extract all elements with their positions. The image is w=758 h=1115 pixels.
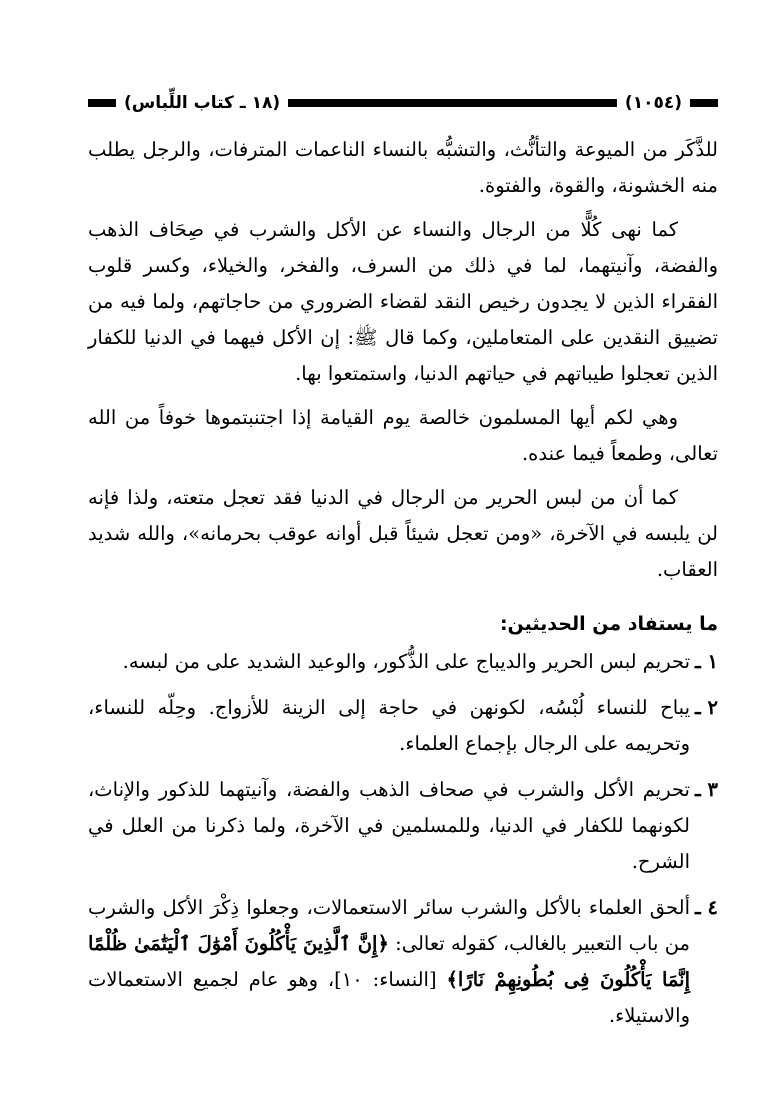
benefit-text: تحريم الأكل والشرب في صحاف الذهب والفضة، وآنيتهما للذكور والإناث، لكونهما للكفار في الدنيا، وللمسلمين في الآخرة، ولما ذكرنا من العلل في الشرح.: [88, 778, 690, 873]
benefit-item: [88, 690, 718, 762]
benefit-text: تحريم لبس الحرير والديباج على الذُّكور، والوعيد الشديد على من لبسه.: [122, 650, 690, 673]
header-rule-right: [690, 99, 718, 107]
benefit-item: [88, 644, 718, 680]
paragraph: وهي لكم أيها المسلمون خالصة يوم القيامة إذا اجتنبتموها خوفاً من الله تعالى، وطمعاً فيما عنده.: [88, 406, 718, 465]
benefit-text: [88, 890, 690, 1034]
book-page: [88, 86, 718, 1044]
benefit-item: [88, 772, 718, 880]
benefit-item: [88, 890, 718, 1034]
benefit-number: ٣ ـ: [695, 778, 718, 801]
page-header: [88, 86, 718, 120]
header-rule-left: [88, 99, 116, 107]
benefit-number: ٤ ـ: [695, 896, 718, 919]
benefits-heading: ما يستفاد من الحديثين:: [499, 613, 718, 635]
benefit-text-after: [النساء: ١٠]، وهو عام لجميع الاستعمالات والاستيلاء.: [88, 968, 690, 1027]
paragraph: كما نهى كُلًّا من الرجال والنساء عن الأكل والشرب في صِحَاف الذهب والفضة، وآنيتهما، لما في ذلك من السرف، والفخر، والخيلاء، وكسر قلوب الفقراء الذين لا يجدون رخيص النقد لقضاء الضروري من حاجاتهم، ولما فيه من تضييق النقدين على المتعاملين، وكما قال ﷺ: إن الأكل فيهما في الدنيا للكفار الذين تعجلوا طيباتهم في حياتهم الدنيا، واستمتعوا بها.: [88, 218, 718, 385]
chapter-title: (١٨ ـ كتاب اللِّباس): [124, 93, 281, 113]
benefit-number: ٢ ـ: [695, 696, 718, 719]
quran-verse: ﴿إِنَّ ٱلَّذِينَ يَأْكُلُونَ أَمْوَٰلَ ٱلْيَتَٰمَىٰ ظُلْمًا إِنَّمَا يَأْكُلُونَ فِى بُطُونِهِمْ نَارًا﴾: [88, 932, 691, 991]
benefit-number: ١ ـ: [695, 650, 718, 673]
paragraph: للذَّكَر من الميوعة والتأنُّث، والتشبُّه بالنساء الناعمات المترفات، والرجل يطلب منه الخشونة، والقوة، والفتوة.: [88, 138, 718, 197]
benefit-text: يباح للنساء لُبْسُه، لكونهن في حاجة إلى الزينة للأزواج. وحِلّه للنساء، وتحريمه على الرجال بإجماع العلماء.: [88, 696, 690, 755]
paragraph: كما أن من لبس الحرير من الرجال في الدنيا فقد تعجل متعته، ولذا فإنه لن يلبسه في الآخرة، «ومن تعجل شيئاً قبل أوانه عوقب بحرمانه»، والله شديد العقاب.: [88, 486, 718, 581]
page-body: [88, 132, 718, 1034]
header-rule-middle: [288, 99, 617, 107]
page-number: (١٠٥٤): [624, 93, 682, 113]
benefit-text-before: ألحق العلماء بالأكل والشرب سائر الاستعمالات، وجعلوا ذِكْرَ الأكل والشرب من باب التعبير بالغالب، كقوله تعالى:: [88, 896, 690, 955]
